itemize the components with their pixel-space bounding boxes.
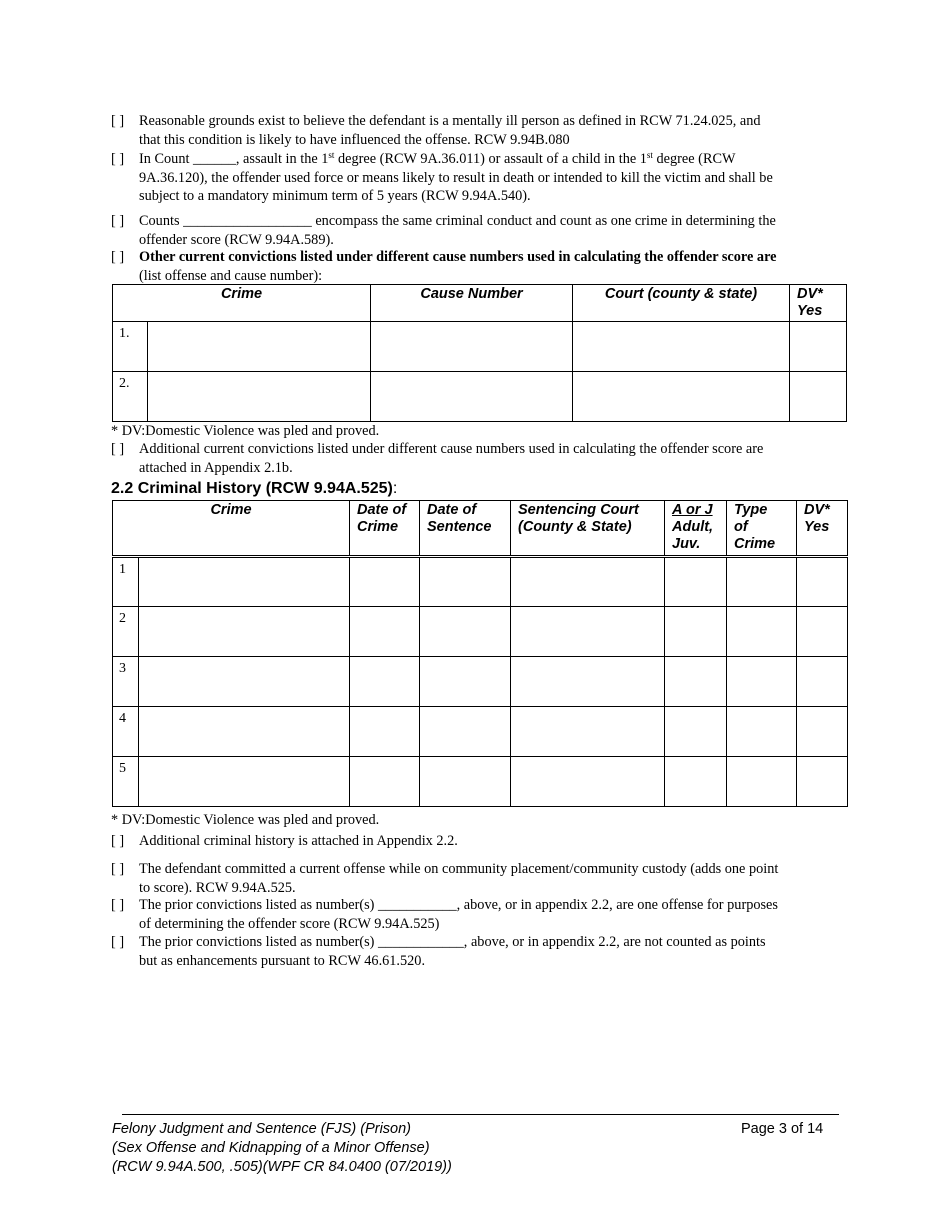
dv-cell[interactable] bbox=[797, 757, 848, 807]
enhancements-line1: The prior convictions listed as number(s) ____________, above, or in appendix 2.2, are not counted as points bbox=[139, 934, 766, 950]
section-2-2-heading: 2.2 Criminal History (RCW 9.94A.525): bbox=[111, 480, 398, 497]
header-date-of-sentence: Date of Sentence bbox=[420, 501, 511, 557]
adult-juvenile-cell[interactable] bbox=[665, 607, 727, 657]
row-number: 3 bbox=[113, 657, 139, 707]
header-crime: Crime bbox=[113, 285, 371, 322]
one-offense-item bbox=[111, 896, 841, 933]
row-number: 1. bbox=[113, 322, 148, 372]
dv-cell[interactable] bbox=[790, 372, 847, 422]
one-offense-line1: The prior convictions listed as number(s) ___________, above, or in appendix 2.2, are one offense for purposes bbox=[139, 897, 778, 913]
community-custody-line2: to score). RCW 9.94A.525. bbox=[139, 879, 296, 896]
court-cell[interactable] bbox=[573, 372, 790, 422]
crime-cell[interactable] bbox=[139, 757, 350, 807]
crime-cell[interactable] bbox=[139, 657, 350, 707]
header-adult-juvenile: A or J Adult, Juv. bbox=[665, 501, 727, 557]
assault-checkbox[interactable]: [ ] bbox=[111, 151, 125, 167]
row-number: 1 bbox=[113, 557, 139, 607]
table-row bbox=[113, 607, 848, 657]
enhancements-item bbox=[111, 933, 841, 970]
one-offense-checkbox[interactable]: [ ] bbox=[111, 897, 125, 913]
appendix-22-text: Additional criminal history is attached in Appendix 2.2. bbox=[139, 833, 458, 849]
header-dv: DV* Yes bbox=[797, 501, 848, 557]
mental-illness-line1: Reasonable grounds exist to believe the defendant is a mentally ill person as defined in RCW 71.24.025, and bbox=[139, 113, 761, 129]
row-number: 4 bbox=[113, 707, 139, 757]
court-cell[interactable] bbox=[573, 322, 790, 372]
dv-cell[interactable] bbox=[797, 607, 848, 657]
header-cause-number: Cause Number bbox=[371, 285, 573, 322]
adult-juvenile-cell[interactable] bbox=[665, 707, 727, 757]
other-convictions-line2: (list offense and cause number): bbox=[139, 267, 323, 284]
adult-juvenile-cell[interactable] bbox=[665, 757, 727, 807]
dv-note-2: * DV:Domestic Violence was pled and proved. bbox=[111, 812, 380, 828]
date-of-sentence-cell[interactable] bbox=[420, 557, 511, 607]
adult-juvenile-cell[interactable] bbox=[665, 657, 727, 707]
page-number: Page 3 of 14 bbox=[741, 1121, 824, 1137]
sentencing-court-cell[interactable] bbox=[511, 707, 665, 757]
dv-cell[interactable] bbox=[790, 322, 847, 372]
crime-cell[interactable] bbox=[148, 372, 371, 422]
assault-line3: subject to a mandatory minimum term of 5 years (RCW 9.94A.540). bbox=[139, 188, 531, 204]
type-of-crime-cell[interactable] bbox=[727, 657, 797, 707]
footer-line-3: (RCW 9.94A.500, .505)(WPF CR 84.0400 (07/2019)) bbox=[112, 1159, 452, 1175]
community-custody-item bbox=[111, 860, 841, 897]
crime-cell[interactable] bbox=[139, 707, 350, 757]
dv-cell[interactable] bbox=[797, 707, 848, 757]
type-of-crime-cell[interactable] bbox=[727, 707, 797, 757]
dv-cell[interactable] bbox=[797, 657, 848, 707]
header-court: Court (county & state) bbox=[573, 285, 790, 322]
same-conduct-checkbox[interactable]: [ ] bbox=[111, 213, 125, 229]
date-of-sentence-cell[interactable] bbox=[420, 657, 511, 707]
appendix-21b-item bbox=[111, 440, 841, 477]
date-of-crime-cell[interactable] bbox=[350, 707, 420, 757]
assault-line2: 9A.36.120), the offender used force or means likely to result in death or intended to kill the victim and shall be bbox=[139, 169, 773, 186]
assault-line1: In Count ______, assault in the 1st degree (RCW 9A.36.011) or assault of a child in the 1st degree (RCW bbox=[139, 150, 736, 167]
crime-cell[interactable] bbox=[139, 557, 350, 607]
date-of-sentence-cell[interactable] bbox=[420, 757, 511, 807]
sentencing-court-cell[interactable] bbox=[511, 557, 665, 607]
type-of-crime-cell[interactable] bbox=[727, 757, 797, 807]
appendix-22-checkbox[interactable]: [ ] bbox=[111, 833, 125, 849]
header-dv: DV* Yes bbox=[790, 285, 847, 322]
current-table-header-row bbox=[113, 285, 847, 322]
row-number: 5 bbox=[113, 757, 139, 807]
table-row bbox=[113, 757, 848, 807]
date-of-sentence-cell[interactable] bbox=[420, 607, 511, 657]
dv-note-1: * DV:Domestic Violence was pled and proved. bbox=[111, 423, 380, 439]
footer-divider bbox=[122, 1114, 839, 1115]
dv-cell[interactable] bbox=[797, 557, 848, 607]
mental-illness-checkbox[interactable]: [ ] bbox=[111, 113, 125, 129]
type-of-crime-cell[interactable] bbox=[727, 607, 797, 657]
crime-cell[interactable] bbox=[148, 322, 371, 372]
crime-cell[interactable] bbox=[139, 607, 350, 657]
enhancements-line2: but as enhancements pursuant to RCW 46.61.520. bbox=[139, 952, 426, 969]
history-table-header-row bbox=[113, 501, 848, 557]
table-row bbox=[113, 372, 847, 422]
other-convictions-checkbox[interactable]: [ ] bbox=[111, 249, 125, 265]
appendix-21b-line2: attached in Appendix 2.1b. bbox=[139, 459, 293, 476]
sentencing-court-cell[interactable] bbox=[511, 607, 665, 657]
community-custody-checkbox[interactable]: [ ] bbox=[111, 861, 125, 877]
table-row bbox=[113, 657, 848, 707]
header-type-of-crime: Type of Crime bbox=[727, 501, 797, 557]
assault-item bbox=[111, 150, 841, 206]
footer-form-title bbox=[112, 1120, 452, 1177]
row-number: 2 bbox=[113, 607, 139, 657]
appendix-21b-checkbox[interactable]: [ ] bbox=[111, 441, 125, 457]
date-of-crime-cell[interactable] bbox=[350, 607, 420, 657]
row-number: 2. bbox=[113, 372, 148, 422]
header-sentencing-court: Sentencing Court (County & State) bbox=[511, 501, 665, 557]
adult-juvenile-cell[interactable] bbox=[665, 557, 727, 607]
same-conduct-line1: Counts __________________ encompass the same criminal conduct and count as one crime in determining the bbox=[139, 213, 776, 229]
table-row bbox=[113, 322, 847, 372]
cause-number-cell[interactable] bbox=[371, 322, 573, 372]
other-convictions-heading: Other current convictions listed under different cause numbers used in calculating the offender score are bbox=[139, 249, 777, 265]
date-of-sentence-cell[interactable] bbox=[420, 707, 511, 757]
table-row bbox=[113, 707, 848, 757]
header-crime: Crime bbox=[113, 501, 350, 557]
same-conduct-item bbox=[111, 212, 841, 249]
header-date-of-crime: Date of Crime bbox=[350, 501, 420, 557]
sentencing-court-cell[interactable] bbox=[511, 757, 665, 807]
table-row bbox=[113, 557, 848, 607]
type-of-crime-cell[interactable] bbox=[727, 557, 797, 607]
date-of-crime-cell[interactable] bbox=[350, 557, 420, 607]
date-of-crime-cell[interactable] bbox=[350, 757, 420, 807]
current-convictions-table bbox=[112, 284, 847, 422]
enhancements-checkbox[interactable]: [ ] bbox=[111, 934, 125, 950]
mental-illness-item bbox=[111, 112, 841, 149]
same-conduct-line2: offender score (RCW 9.94A.589). bbox=[139, 231, 334, 248]
one-offense-line2: of determining the offender score (RCW 9.94A.525) bbox=[139, 915, 440, 932]
other-convictions-item bbox=[111, 248, 841, 285]
mental-illness-line2: that this condition is likely to have influenced the offense. RCW 9.94B.080 bbox=[139, 131, 570, 148]
sentencing-court-cell[interactable] bbox=[511, 657, 665, 707]
date-of-crime-cell[interactable] bbox=[350, 657, 420, 707]
footer-line-2: (Sex Offense and Kidnapping of a Minor Offense) bbox=[112, 1140, 430, 1156]
footer-line-1: Felony Judgment and Sentence (FJS) (Prison) bbox=[112, 1121, 411, 1137]
criminal-history-table bbox=[112, 500, 848, 807]
cause-number-cell[interactable] bbox=[371, 372, 573, 422]
community-custody-line1: The defendant committed a current offense while on community placement/community custody (adds one point bbox=[139, 861, 779, 877]
appendix-22-item bbox=[111, 832, 841, 851]
appendix-21b-line1: Additional current convictions listed under different cause numbers used in calculating the offender score are bbox=[139, 441, 764, 457]
